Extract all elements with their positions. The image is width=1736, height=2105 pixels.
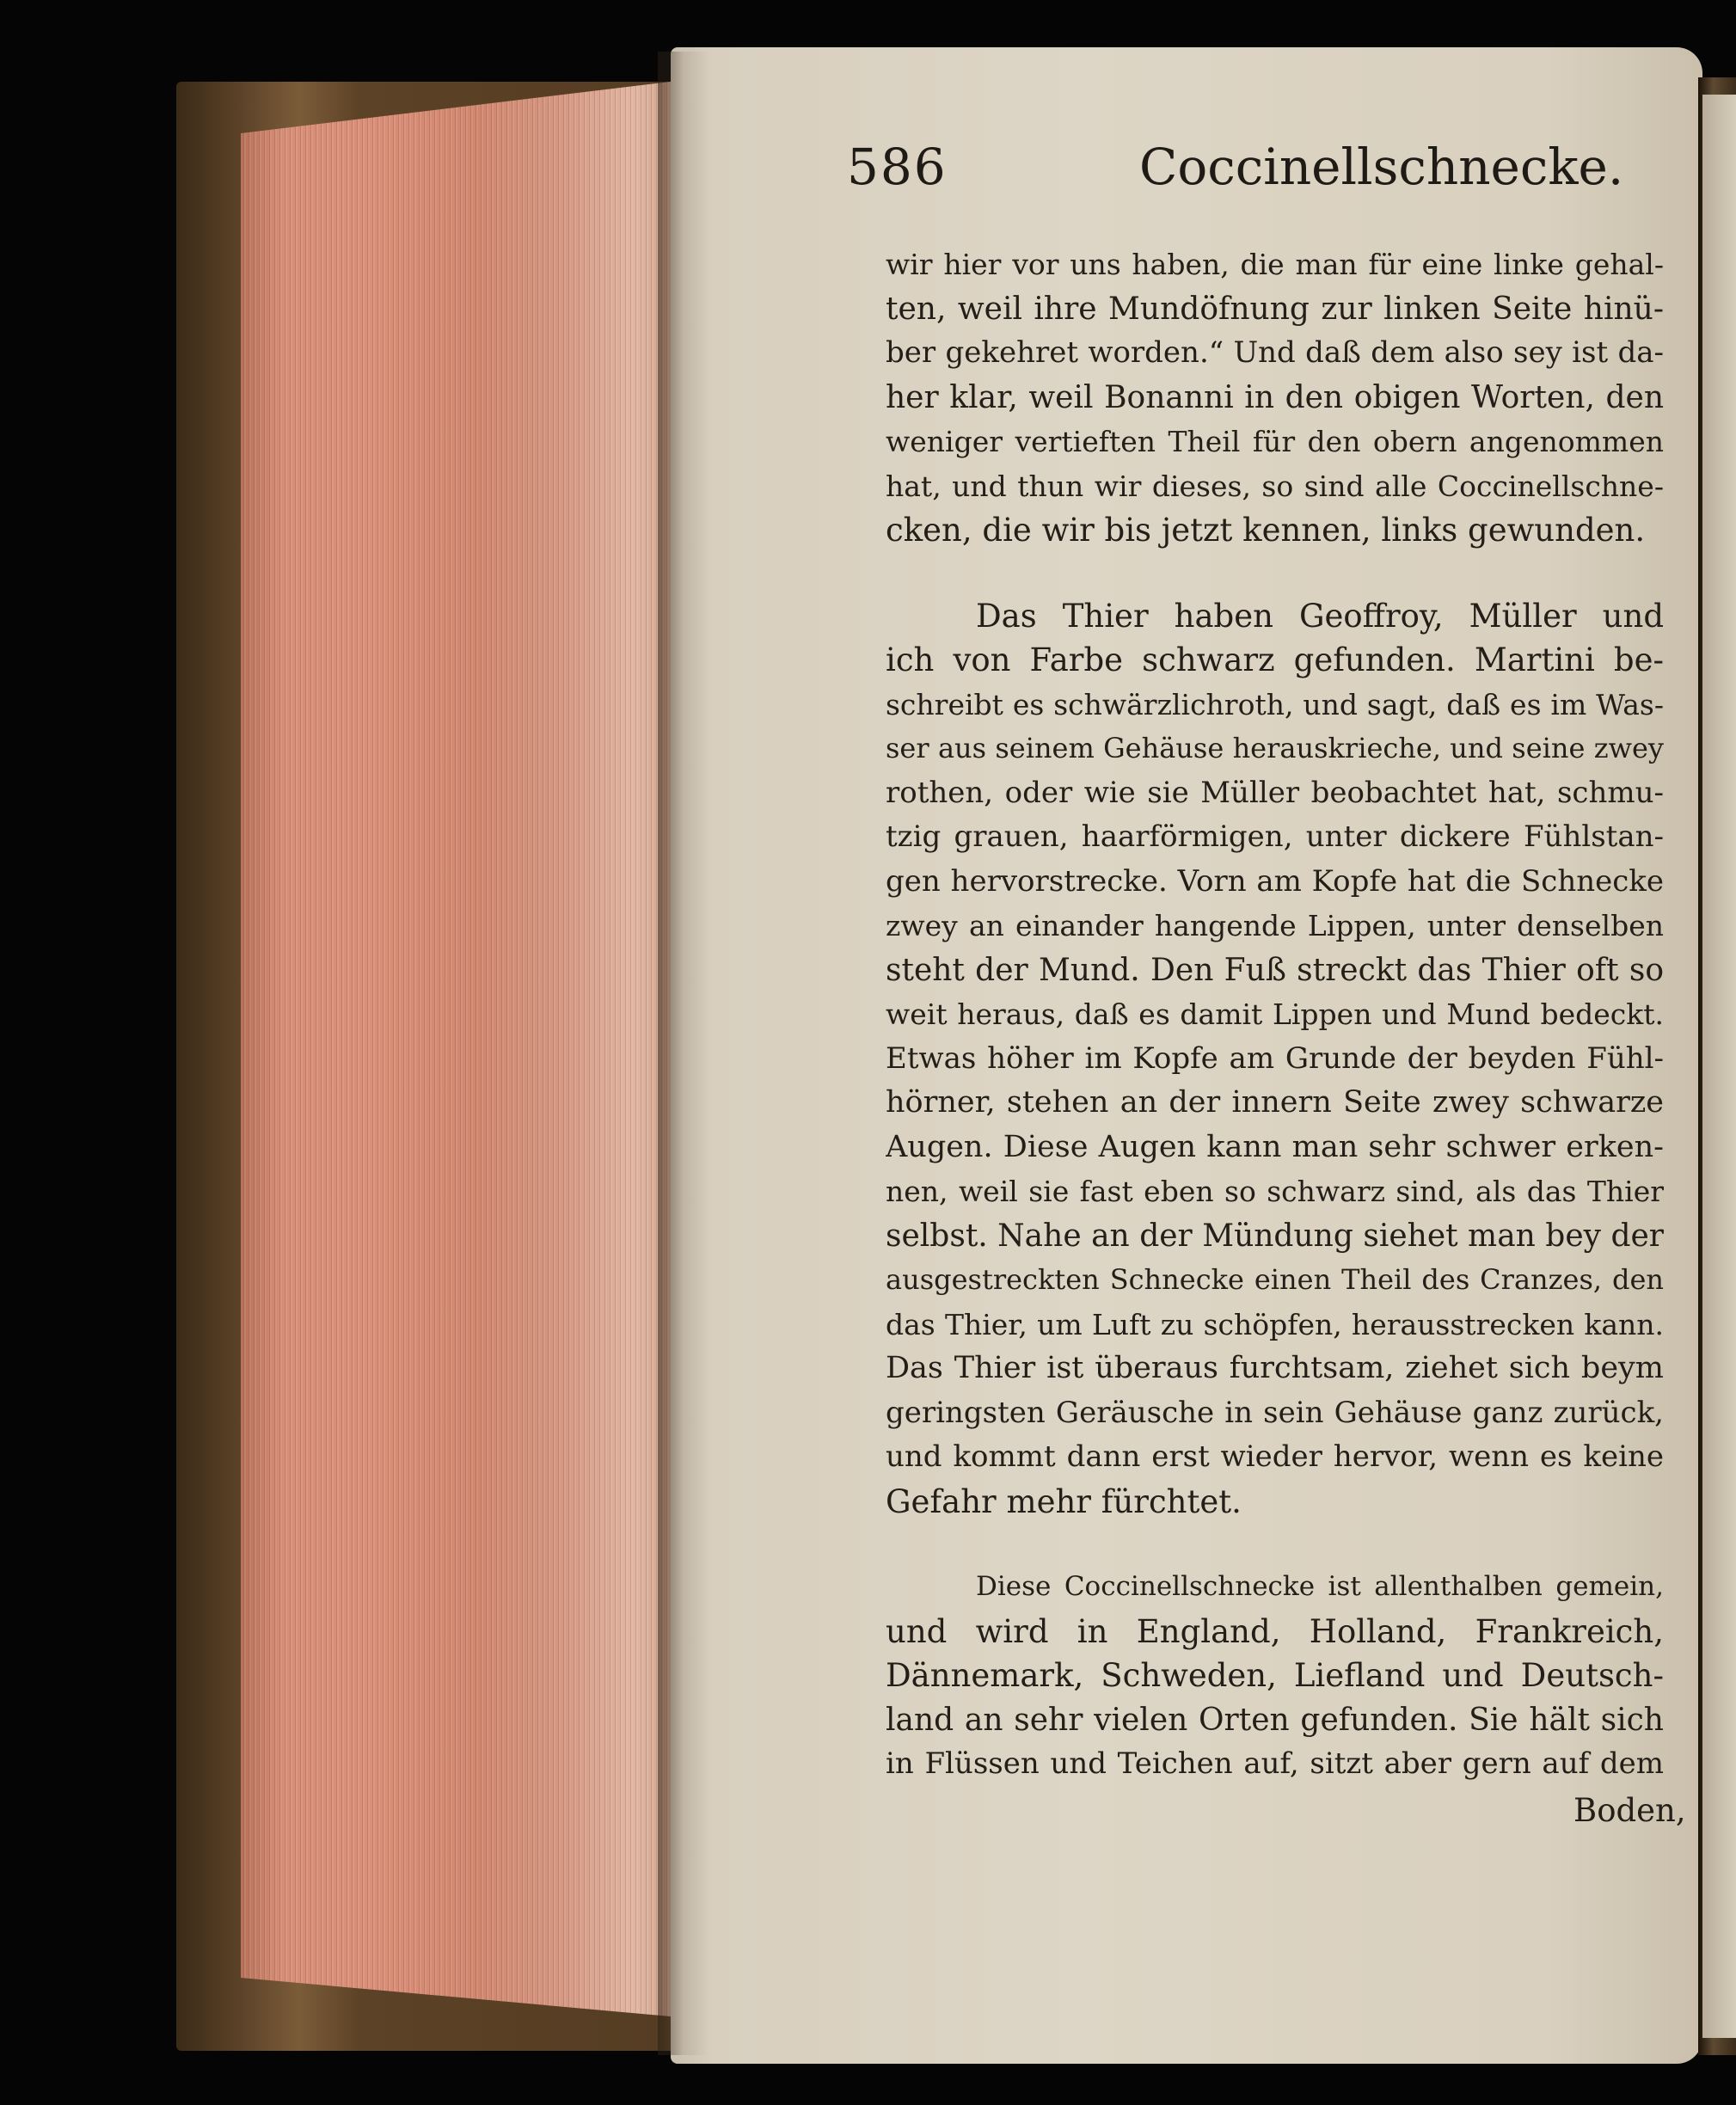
text-line: tzig grauen, haarförmigen, unter dickere Fühlstan- bbox=[886, 819, 1664, 854]
text-line: ich von Farbe schwarz gefunden. Martini be- bbox=[886, 641, 1664, 678]
text-line: selbst. Nahe an der Mündung siehet man bey der bbox=[886, 1218, 1664, 1254]
text-line: hat, und thun wir dieses, so sind alle Coccinellschne- bbox=[886, 469, 1664, 503]
text-line: rothen, oder wie sie Müller beobachtet hat, schmu- bbox=[886, 775, 1664, 810]
text-line: land an sehr vielen Orten gefunden. Sie hält sich bbox=[886, 1702, 1664, 1738]
running-head: Coccinellschnecke. bbox=[1139, 138, 1624, 196]
text-line: nen, weil sie fast eben so schwarz sind, als das Thier bbox=[886, 1175, 1664, 1208]
paragraph bbox=[886, 242, 1664, 553]
text-line: Diese Coccinellschnecke ist allenthalben gemein, bbox=[976, 1571, 1664, 1602]
text-line: gen hervorstrecke. Vorn am Kopfe hat die Schnecke bbox=[886, 863, 1664, 899]
text-line: ser aus seinem Gehäuse herauskrieche, und seine zwey bbox=[886, 732, 1664, 764]
text-line: ausgestreckten Schnecke einen Theil des Cranzes, den bbox=[886, 1263, 1664, 1296]
text-line: ten, weil ihre Mundöfnung zur linken Seite hinü- bbox=[886, 291, 1664, 327]
page-number: 586 bbox=[847, 138, 948, 196]
catchword: Boden, bbox=[1573, 1792, 1686, 1829]
paragraph bbox=[886, 1565, 1664, 1787]
page-header bbox=[847, 138, 1664, 215]
gutter-shadow bbox=[658, 52, 709, 2055]
text-line: Das Thier haben Geoffroy, Müller und bbox=[976, 597, 1664, 635]
page-block-edge bbox=[241, 82, 671, 2016]
text-line: her klar, weil Bonanni in den obigen Worten, den bbox=[886, 379, 1664, 415]
facing-page-strip bbox=[1702, 95, 1736, 2038]
text-line: weit heraus, daß es damit Lippen und Mund bedeckt. bbox=[886, 997, 1664, 1031]
paragraph-gap bbox=[886, 1524, 1664, 1565]
text-line: und wird in England, Holland, Frankreich, bbox=[886, 1612, 1664, 1650]
text-line: das Thier, um Luft zu schöpfen, herausstrecken kann. bbox=[886, 1307, 1664, 1341]
text-line: zwey an einander hangende Lippen, unter denselben bbox=[886, 909, 1664, 942]
text-line: ber gekehret worden.“ Und daß dem also sey ist da- bbox=[886, 335, 1664, 370]
text-line: weniger vertieften Theil für den obern angenommen bbox=[886, 425, 1664, 458]
text-line: Etwas höher im Kopfe am Grunde der beyden Fühl- bbox=[886, 1040, 1664, 1076]
text-line: cken, die wir bis jetzt kennen, links gewunden. bbox=[886, 512, 1646, 549]
text-line: wir hier vor uns haben, die man für eine linke gehal- bbox=[886, 248, 1664, 281]
text-line: steht der Mund. Den Fuß streckt das Thier oft so bbox=[886, 952, 1664, 988]
text-line: schreibt es schwärzlichroth, und sagt, daß es im Was- bbox=[886, 687, 1664, 721]
text-line: hörner, stehen an der innern Seite zwey schwarze bbox=[886, 1085, 1664, 1120]
text-line: und kommt dann erst wieder hervor, wenn es keine bbox=[886, 1439, 1664, 1474]
paragraph bbox=[886, 594, 1664, 1525]
text-line: Gefahr mehr fürchtet. bbox=[886, 1482, 1242, 1520]
text-line: Das Thier ist überaus furchtsam, ziehet sich beym bbox=[886, 1351, 1664, 1385]
body-text bbox=[886, 242, 1664, 1787]
text-line: Dännemark, Schweden, Liefland und Deutsch- bbox=[886, 1657, 1664, 1694]
text-line: in Flüssen und Teichen auf, sitzt aber gern auf dem bbox=[886, 1746, 1664, 1781]
text-line: geringsten Geräusche in sein Gehäuse ganz zurück, bbox=[886, 1395, 1664, 1430]
text-line: Augen. Diese Augen kann man sehr schwer erken- bbox=[886, 1129, 1664, 1164]
paragraph-gap bbox=[886, 553, 1664, 594]
